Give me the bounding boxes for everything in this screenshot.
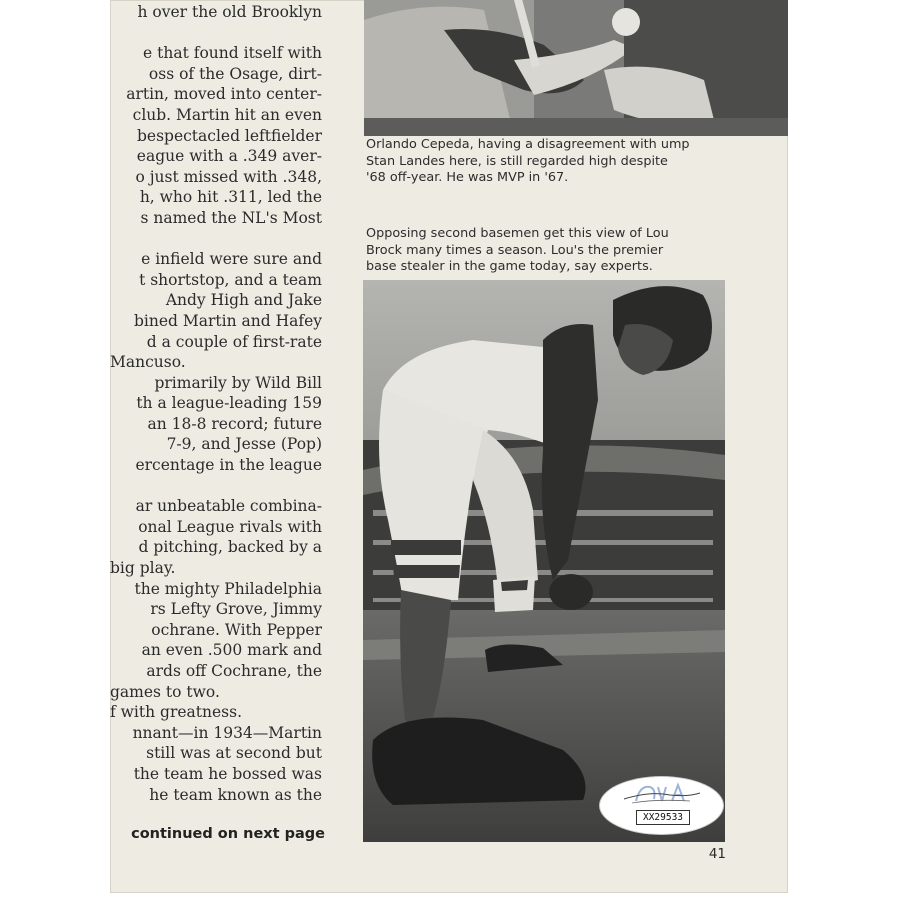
article-line: h, who hit .311, led the (139, 188, 322, 207)
article-line: ercentage in the league (135, 456, 322, 475)
article-line: he team known as the (149, 785, 322, 804)
article-line: club. Martin hit an even (132, 105, 322, 124)
caption-line: Brock many times a season. Lou's the premier (366, 242, 664, 258)
paragraph-gap (110, 23, 322, 44)
caption-line: Orlando Cepeda, having a disagreement with ump (366, 137, 690, 152)
article-line: onal League rivals with (138, 517, 322, 536)
article-line: ards off Cochrane, the (146, 662, 322, 680)
article-line: ar unbeatable combina- (135, 497, 322, 516)
article-line: an even .500 mark and (141, 641, 322, 660)
jsa-authentication-sticker (599, 776, 724, 835)
article-line: e that found itself with (143, 44, 322, 63)
caption-line: base stealer in the game today, say experts. (366, 259, 653, 275)
article-line: Andy High and Jake (165, 291, 322, 310)
continued-note: continued on next page (131, 826, 325, 842)
article-line: e infield were sure and (141, 250, 322, 269)
article-line: big play. (110, 559, 176, 578)
caption-line: '68 off-year. He was MVP in '67. (366, 170, 569, 186)
article-line: t shortstop, and a team (139, 270, 322, 289)
article-line: bespectacled leftfielder (136, 126, 322, 145)
article-line: h over the old Brooklyn (137, 3, 322, 21)
article-line: bined Martin and Hafey (134, 311, 322, 330)
article-line: games to two. (110, 682, 220, 701)
paragraph-gap (110, 476, 322, 497)
article-line: an 18-8 record; future (147, 414, 322, 433)
article-line: primarily by Wild Bill (154, 373, 322, 392)
article-line: th a league-leading 159 (136, 394, 322, 413)
article-line: 7-9, and Jesse (Pop) (166, 435, 322, 454)
page-number: 41 (708, 846, 726, 862)
article-text-column (110, 2, 322, 805)
article-line: d a couple of first-rate (146, 332, 322, 351)
article-line: oss of the Osage, dirt- (148, 64, 322, 83)
article-line: d pitching, backed by a (138, 538, 322, 557)
magazine-page (110, 0, 788, 893)
article-line: f with greatness. (110, 703, 242, 722)
brock-caption (366, 226, 736, 276)
article-line: Mancuso. (110, 353, 186, 372)
article-line: rs Lefty Grove, Jimmy (150, 600, 322, 619)
article-line: the mighty Philadelphia (134, 579, 322, 598)
article-line: eague with a .349 aver- (136, 147, 322, 166)
article-line: o just missed with .348, (135, 167, 322, 186)
article-line: ochrane. With Pepper (151, 620, 322, 639)
caption-line: Stan Landes here, is still regarded high despite (366, 153, 668, 169)
cepeda-caption (366, 137, 736, 187)
certificate-number: XX29533 (636, 810, 690, 825)
article-line: artin, moved into center- (126, 85, 322, 104)
paragraph-gap (110, 229, 322, 250)
article-line: the team he bossed was (133, 764, 322, 783)
article-line: still was at second but (146, 744, 322, 763)
article-line: s named the NL's Most (140, 208, 322, 227)
brock-photo (363, 280, 725, 842)
article-line: nnant—in 1934—Martin (132, 723, 322, 742)
caption-line: Opposing second basemen get this view of Lou (366, 226, 669, 241)
cepeda-photo (364, 0, 788, 136)
